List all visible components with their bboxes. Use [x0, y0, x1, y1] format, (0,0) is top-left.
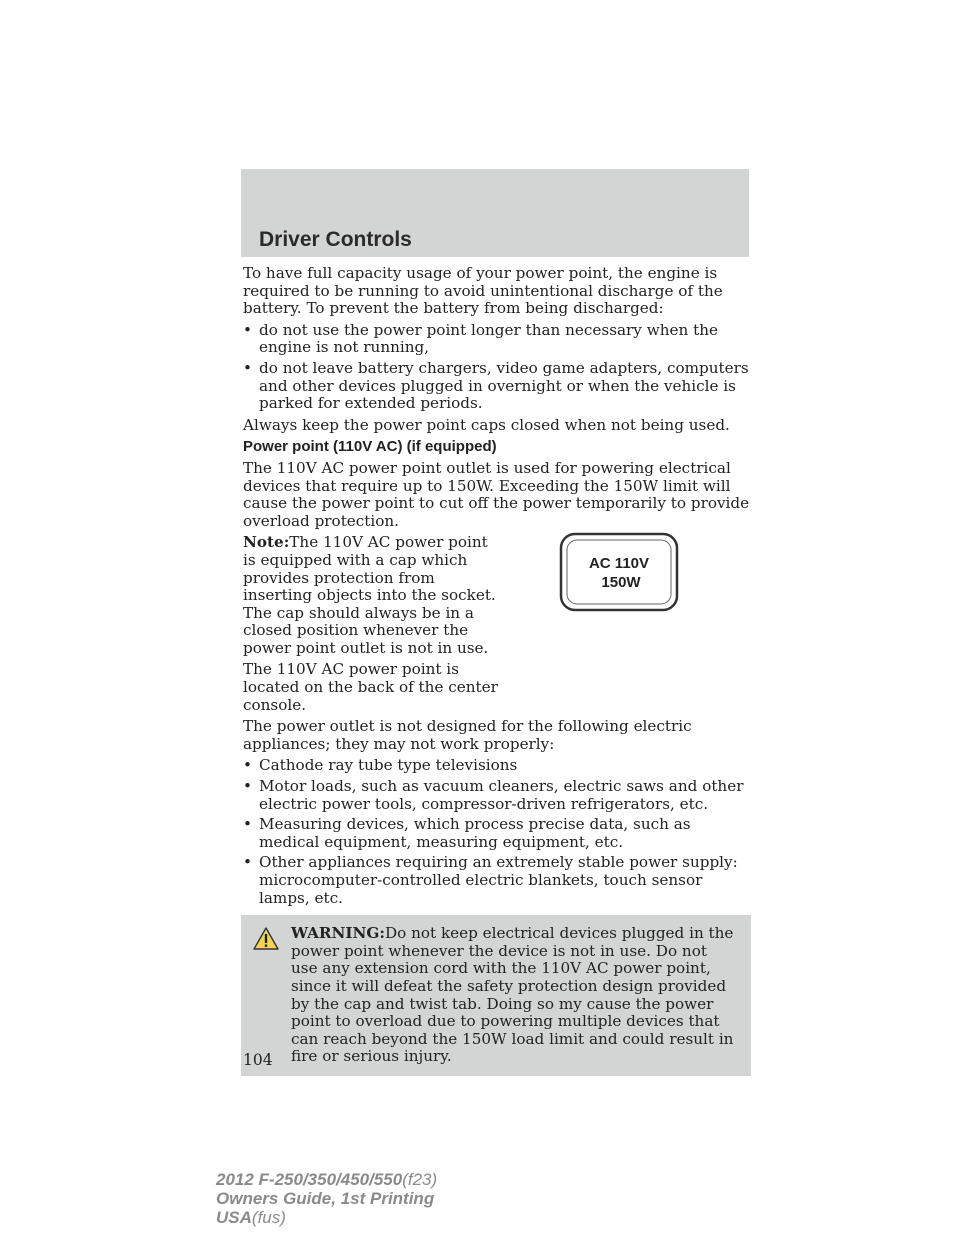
- note-section: [243, 534, 753, 714]
- warning-label: WARNING:: [291, 924, 385, 943]
- note-label: Note:: [243, 533, 290, 552]
- section-header-band: [241, 169, 749, 257]
- bullet-icon: •: [243, 853, 252, 872]
- footer-edition: Owners Guide, 1st Printing: [216, 1189, 435, 1208]
- footer-model: 2012 F-250/350/450/550: [216, 1170, 403, 1189]
- outlet-label-wattage: 150W: [601, 574, 641, 592]
- bullet-icon: •: [243, 815, 252, 834]
- intro-paragraph: To have full capacity usage of your power point, the engine is required to be running to avoid unintentional discharge of the battery. To prevent the battery from being discharged:: [243, 264, 723, 318]
- footer-market-code: (fus): [251, 1208, 286, 1227]
- warning-box: [241, 915, 751, 1076]
- appliances-list: [243, 757, 753, 907]
- footer-market: USA: [216, 1208, 252, 1227]
- section-title: Driver Controls: [259, 228, 412, 251]
- document-footer: [216, 1170, 437, 1227]
- bullet-icon: •: [243, 320, 252, 339]
- bullet-icon: •: [243, 358, 252, 377]
- warning-text: WARNING:Do not keep electrical devices plugged in the power point whenever the device is not in use. Do not use any extension cord with the 110V AC power point, since it will defeat the safety protection design provided by the cap and twist tab. Doing so my cause the power point to overload due to powering multiple devices that can reach beyond the 150W load limit and could result in fire or serious injury.: [291, 924, 734, 1066]
- bullet-icon: •: [243, 756, 252, 775]
- list-item: • Other appliances requiring an extremely stable power supply: microcomputer-controlled electric blankets, touch sensor lamps, etc.: [243, 853, 738, 907]
- list-item: • Measuring devices, which process precise data, such as medical equipment, measuring equipment, etc.: [243, 815, 691, 851]
- location-paragraph: The 110V AC power point is located on the back of the center console.: [243, 660, 498, 714]
- list-item: • Cathode ray tube type televisions: [243, 756, 518, 775]
- bullet-icon: •: [243, 777, 252, 796]
- list-item: • do not leave battery chargers, video game adapters, computers and other devices plugged in overnight or when the vehicle is parked for extended periods.: [243, 358, 749, 413]
- outlet-label-voltage: AC 110V: [588, 555, 650, 573]
- list-item: • do not use the power point longer than necessary when the engine is not running,: [243, 320, 718, 357]
- list-item: • Motor loads, such as vacuum cleaners, electric saws and other electric power tools, compressor-driven refrigerators, etc.: [243, 777, 744, 813]
- footer-code: (f23): [402, 1170, 438, 1189]
- subheading: Power point (110V AC) (if equipped): [243, 438, 497, 456]
- warning-triangle-icon: [253, 927, 279, 955]
- caps-paragraph: Always keep the power point caps closed when not being used.: [243, 415, 730, 434]
- power-point-paragraph: The 110V AC power point outlet is used for powering electrical devices that require up to 150W. Exceeding the 150W limit will cause the power point to cut off the power temporarily to provide overload protection.: [243, 458, 750, 530]
- note-paragraph: Note:The 110V AC power point is equipped with a cap which provides protection from inserting objects into the socket. The cap should always be in a closed position whenever the power point outlet is not in use.: [243, 533, 496, 657]
- page-content: [243, 265, 753, 1076]
- discharge-tips-list: [243, 322, 753, 413]
- outlet-illustration: [559, 532, 679, 612]
- appliances-paragraph: The power outlet is not designed for the following electric appliances; they may not work properly:: [243, 717, 692, 753]
- page-number: 104: [243, 1051, 273, 1069]
